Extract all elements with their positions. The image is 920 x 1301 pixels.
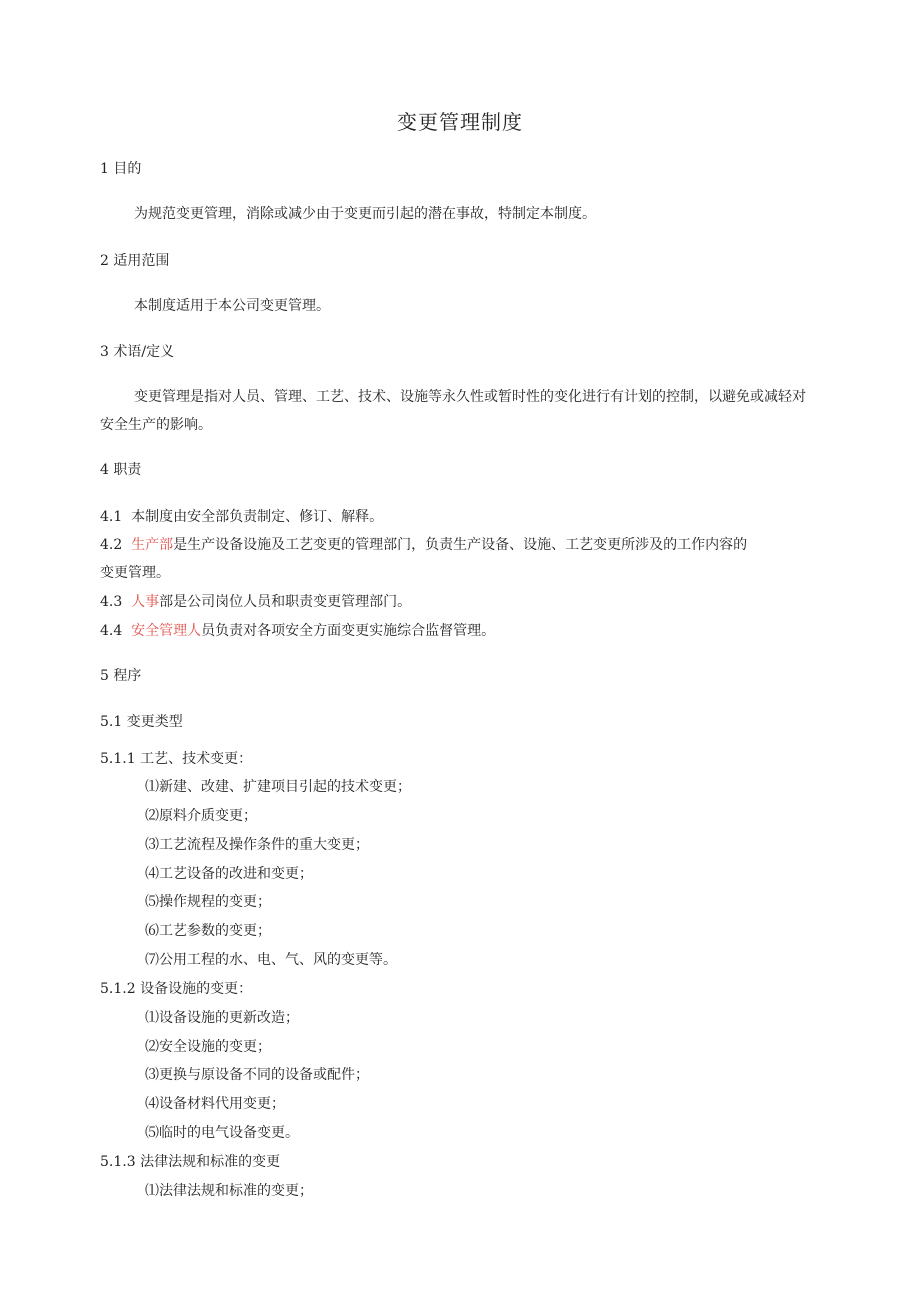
clause-number: 4.4 (100, 623, 123, 639)
subsection-5-1-heading: 5.1 变更类型 (100, 714, 183, 730)
clause-number: 4.1 (100, 509, 123, 525)
list-item: ⑹工艺参数的变更； (145, 923, 271, 939)
section-3-body: 变更管理是指对人员、管理、工艺、技术、设施等永久性或暂时性的变化进行有计划的控制，以避免或减轻对安全生产的影响。 (100, 389, 806, 433)
section-3-heading: 3 术语/定义 (100, 344, 175, 360)
list-item: ⑷工艺设备的改进和变更； (145, 866, 313, 882)
document-title: 变更管理制度 (397, 110, 523, 134)
responsibility-4-4 (100, 621, 495, 641)
section-1-heading: 1 目的 (100, 161, 142, 177)
responsibility-4-1 (100, 507, 383, 527)
responsibility-4-2-continuation: 变更管理。 (100, 565, 170, 581)
list-item: ⑶工艺流程及操作条件的重大变更； (145, 837, 369, 853)
clause-number: 4.2 (100, 537, 123, 553)
responsibility-4-3 (100, 592, 411, 612)
group-5-1-2-heading: 5.1.2 设备设施的变更： (100, 981, 253, 997)
clause-number: 4.3 (100, 594, 123, 610)
list-item: ⑶更换与原设备不同的设备或配件； (145, 1067, 369, 1083)
list-item: ⑸操作规程的变更； (145, 894, 271, 910)
group-5-1-1-heading: 5.1.1 工艺、技术变更： (100, 751, 253, 767)
list-item: ⑴新建、改建、扩建项目引起的技术变更； (145, 779, 411, 795)
list-item: ⑵安全设施的变更； (145, 1039, 271, 1055)
list-item: ⑴法律法规和标准的变更； (145, 1183, 313, 1199)
responsibility-4-2 (100, 535, 747, 555)
highlighted-department: 生产部 (131, 537, 174, 553)
section-1-body: 为规范变更管理，消除或减少由于变更而引起的潜在事故，特制定本制度。 (134, 206, 596, 222)
highlighted-department: 人事 (131, 594, 160, 610)
clause-text: 本制度由安全部负责制定、修订、解释。 (131, 509, 384, 525)
section-4-heading: 4 职责 (100, 462, 142, 478)
clause-text: 员负责对各项安全方面变更实施综合监督管理。 (201, 623, 496, 639)
clause-text: 是生产设备设施及工艺变更的管理部门，负责生产设备、设施、工艺变更所涉及的工作内容的 (173, 537, 748, 553)
list-item: ⑴设备设施的更新改造； (145, 1010, 299, 1026)
clause-text: 部是公司岗位人员和职责变更管理部门。 (159, 594, 412, 610)
section-2-body: 本制度适用于本公司变更管理。 (134, 298, 330, 314)
list-item: ⑺公用工程的水、电、气、风的变更等。 (145, 952, 397, 968)
highlighted-role: 安全管理人 (131, 623, 202, 639)
list-item: ⑷设备材料代用变更； (145, 1096, 285, 1112)
list-item: ⑸临时的电气设备变更。 (145, 1125, 299, 1141)
section-5-heading: 5 程序 (100, 668, 142, 684)
group-5-1-3-heading: 5.1.3 法律法规和标准的变更 (100, 1154, 281, 1170)
section-2-heading: 2 适用范围 (100, 253, 170, 269)
list-item: ⑵原料介质变更； (145, 808, 257, 824)
